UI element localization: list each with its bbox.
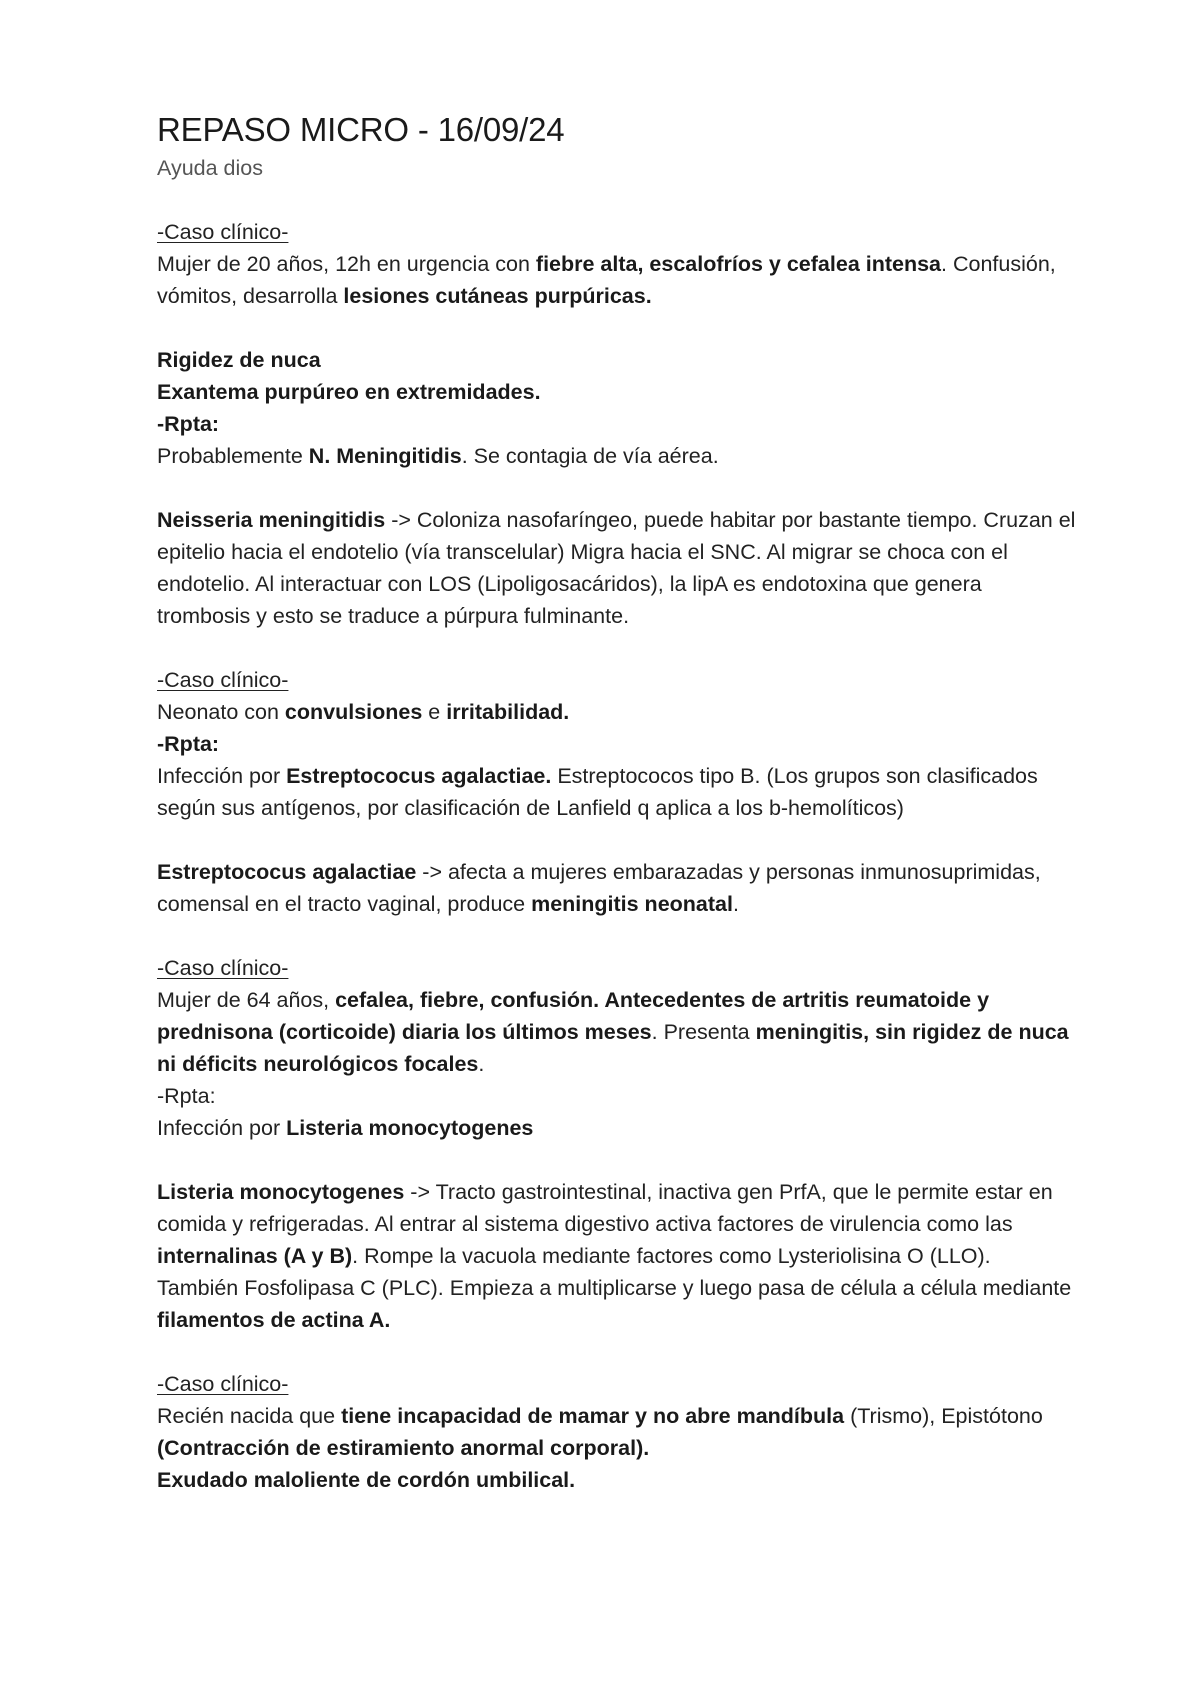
answer-label: -Rpta:: [157, 1084, 216, 1108]
text-run: .: [478, 1052, 485, 1076]
text-run: Mujer de 20 años, 12h en urgencia con: [157, 252, 536, 276]
case-heading: -Caso clínico-: [157, 1372, 289, 1396]
emphasis-text: Neisseria meningitidis: [157, 508, 386, 532]
answer-text: [157, 1112, 1077, 1144]
answer-label: -Rpta:: [157, 732, 220, 756]
text-run: .: [732, 892, 739, 916]
text-run: Infección por: [157, 764, 287, 788]
text-run: Neonato con: [157, 700, 285, 724]
emphasis-text: Estreptococus agalactiae: [157, 860, 417, 884]
text-run: Infección por: [157, 1116, 287, 1140]
answer-label: -Rpta:: [157, 412, 220, 436]
text-run: -> afecta a mujeres embarazadas y personas inmunosuprimidas, comensal en el tracto vaginal, produce: [157, 860, 1041, 916]
emphasis-text: Estreptococus agalactiae.: [286, 764, 552, 788]
text-run: . Rompe la vacuola mediante factores como Lysteriolisina O (LLO). También Fosfolipasa C (PLC). Empieza a multiplicarse y luego pasa de célula a célula mediante: [157, 1244, 1072, 1300]
page-subtitle: Ayuda dios: [157, 156, 263, 180]
emphasis-text: lesiones cutáneas purpúricas.: [343, 284, 652, 308]
case-heading: -Caso clínico-: [157, 220, 289, 244]
text-run: (Trismo), Epistótono: [844, 1404, 1043, 1428]
answer-text: [157, 440, 1077, 472]
text-run: . Presenta: [651, 1020, 756, 1044]
emphasis-text: (Contracción de estiramiento anormal corporal).: [157, 1436, 650, 1460]
emphasis-text: meningitis neonatal: [531, 892, 733, 916]
clinical-sign: Rigidez de nuca: [157, 348, 321, 372]
answer-text: [157, 760, 1077, 824]
emphasis-text: Listeria monocytogenes: [157, 1180, 405, 1204]
case-section-2: [157, 664, 1077, 920]
explanation-paragraph: [157, 1176, 1077, 1336]
case-section-4: [157, 1368, 1077, 1496]
explanation-paragraph: [157, 504, 1077, 632]
text-run: e: [422, 700, 447, 724]
explanation-paragraph: [157, 856, 1077, 920]
emphasis-text: Listeria monocytogenes: [286, 1116, 534, 1140]
emphasis-text: convulsiones: [284, 700, 423, 724]
text-run: Mujer de 64 años,: [157, 988, 336, 1012]
emphasis-text: fiebre alta, escalofríos y cefalea intensa: [535, 252, 942, 276]
case-heading: -Caso clínico-: [157, 956, 289, 980]
emphasis-text: cefalea, fiebre, confusión. Antecedentes de artritis reumatoide y prednisona (corticoide) diaria los últimos meses: [157, 988, 990, 1044]
clinical-sign: Exantema purpúreo en extremidades.: [157, 380, 541, 404]
emphasis-text: Exudado maloliente de cordón umbilical.: [157, 1468, 576, 1492]
case-description: [157, 248, 1077, 312]
emphasis-text: tiene incapacidad de mamar y no abre mandíbula: [341, 1404, 845, 1428]
case-description: [157, 696, 1077, 728]
emphasis-text: filamentos de actina A.: [157, 1308, 391, 1332]
case-heading: -Caso clínico-: [157, 668, 289, 692]
case-description: [157, 984, 1077, 1080]
text-run: Probablemente: [157, 444, 309, 468]
emphasis-text: N. Meningitidis: [308, 444, 462, 468]
text-run: Estreptococos tipo B. (Los grupos son clasificados según sus antígenos, por clasificación de Lanfield q aplica a los b-hemolíticos): [157, 764, 1038, 820]
text-run: . Confusión, vómitos, desarrolla: [157, 252, 1056, 308]
emphasis-text: meningitis, sin rigidez de nuca ni déficits neurológicos focales: [157, 1020, 1069, 1076]
case-description: [157, 1400, 1077, 1496]
text-run: -> Tracto gastrointestinal, inactiva gen PrfA, que le permite estar en comida y refrigeradas. Al entrar al sistema digestivo activa factores de virulencia como las: [157, 1180, 1053, 1236]
emphasis-text: irritabilidad.: [446, 700, 570, 724]
text-run: . Se contagia de vía aérea.: [461, 444, 719, 468]
case-section-1: [157, 216, 1077, 632]
page-title: REPASO MICRO - 16/09/24: [157, 111, 565, 148]
text-run: Recién nacida que: [157, 1404, 342, 1428]
emphasis-text: internalinas (A y B): [157, 1244, 353, 1268]
case-section-3: [157, 952, 1077, 1336]
text-run: -> Coloniza nasofaríngeo, puede habitar por bastante tiempo. Cruzan el epitelio hacia el endotelio (vía transcelular) Migra hacia el SNC. Al migrar se choca con el endotelio. Al interactuar con LOS (Lipoligosacáridos), la lipA es endotoxina que genera trombosis y esto se traduce a púrpura fulminante.: [157, 508, 1076, 628]
document-page: [157, 108, 1077, 1496]
